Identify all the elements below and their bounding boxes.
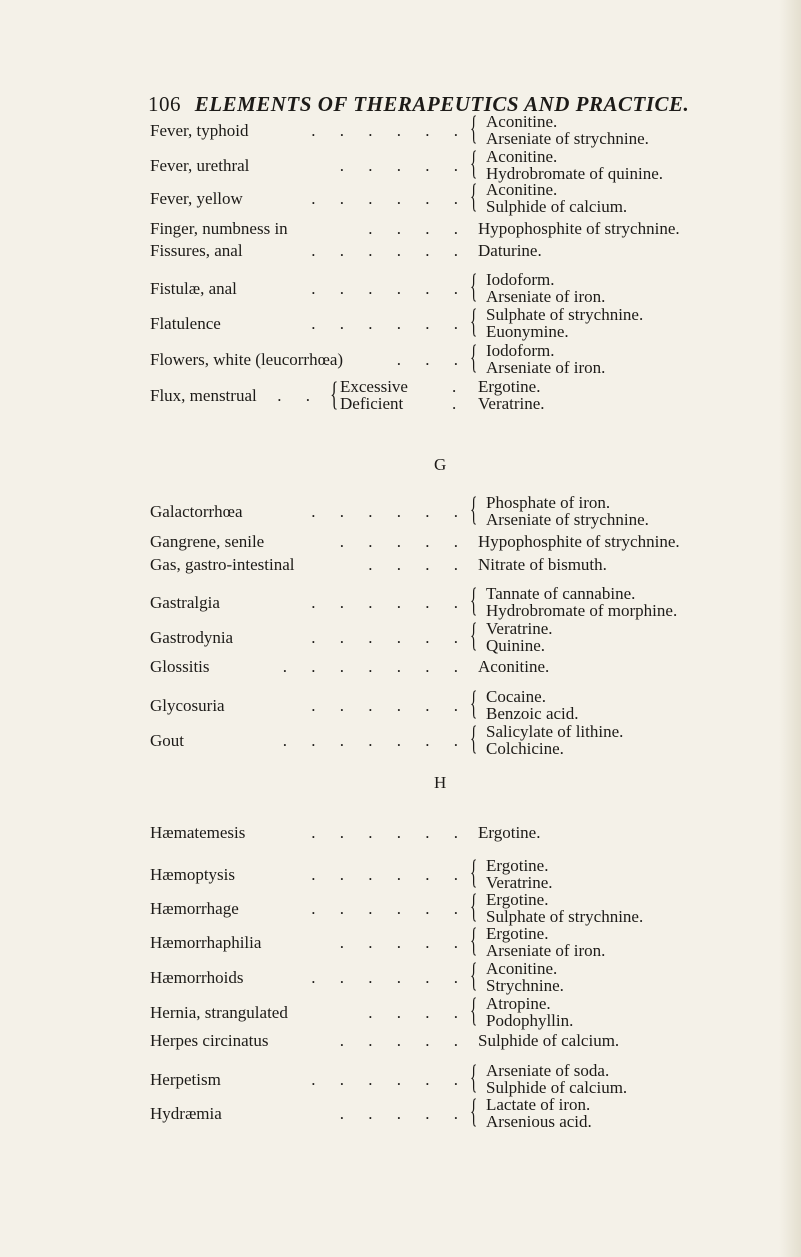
remedy: Lactate of iron.	[486, 1095, 591, 1114]
index-entry	[150, 178, 790, 217]
remedy: Phosphate of iron.	[486, 493, 611, 512]
index-term: Hæmorrhage	[150, 899, 239, 918]
brace: {	[470, 178, 478, 215]
remedy: Atropine.	[486, 994, 551, 1013]
leader-dots: . . . . . .	[311, 865, 468, 884]
section-letter-g: G	[434, 455, 448, 474]
remedy: Ergotine.	[486, 924, 549, 943]
leader-dots: . . . . . .	[311, 502, 468, 521]
remedy: Colchicine.	[486, 739, 564, 758]
brace: {	[470, 110, 478, 147]
leader-dots: .	[452, 377, 457, 396]
brace: {	[470, 268, 478, 305]
remedy: Arseniate of iron.	[486, 358, 606, 377]
index-term: Galactorrhœa	[150, 502, 243, 521]
index-term: Finger, numbness in	[150, 219, 288, 238]
remedy: Arsenious acid.	[486, 1112, 592, 1131]
remedy: Ergotine.	[478, 377, 541, 396]
leader-dots: . . . .	[368, 555, 468, 574]
leader-dots: . . . . . .	[311, 121, 468, 140]
index-entry	[150, 110, 790, 149]
brace: {	[470, 685, 478, 722]
index-term: Gangrene, senile	[150, 532, 265, 551]
remedy: Aconitine.	[486, 959, 558, 978]
page-number: 106	[148, 92, 181, 116]
brace: {	[470, 303, 478, 340]
index-entry	[150, 339, 790, 378]
remedy: Sulphate of strychnine.	[486, 305, 644, 324]
index-entry	[150, 957, 790, 996]
remedy: Hypophosphite of strychnine.	[478, 532, 680, 551]
index-entry	[150, 582, 790, 621]
leader-dots: . . . . . . .	[282, 657, 468, 676]
index-term: Herpetism	[150, 1070, 221, 1089]
index-term: Fissures, anal	[150, 241, 243, 260]
brace: {	[470, 720, 478, 757]
index-entry	[150, 685, 790, 724]
brace: {	[470, 922, 478, 959]
brace: {	[470, 888, 478, 925]
brace: {	[470, 1093, 478, 1130]
index-entry	[150, 220, 790, 238]
index-entry	[150, 491, 790, 530]
brace: {	[470, 854, 478, 891]
remedy: Iodoform.	[486, 341, 555, 360]
index-entry	[150, 824, 790, 842]
remedy: Aconitine.	[486, 180, 558, 199]
index-term: Herpes circinatus	[150, 1031, 269, 1050]
index-term: Flux, menstrual	[150, 386, 257, 405]
brace: {	[470, 957, 478, 994]
index-entry	[150, 617, 790, 656]
leader-dots: . .	[277, 386, 320, 405]
remedy: Podophyllin.	[486, 1011, 574, 1030]
remedy: Arseniate of strychnine.	[486, 129, 649, 148]
brace: {	[470, 145, 478, 182]
index-entry	[150, 658, 790, 676]
remedy: Benzoic acid.	[486, 704, 579, 723]
index-term: Hæmorrhaphilia	[150, 933, 262, 952]
remedy: Sulphide of calcium.	[486, 1078, 628, 1097]
remedy: Sulphide of calcium.	[478, 1031, 620, 1050]
index-term: Glycosuria	[150, 696, 225, 715]
index-entry	[150, 242, 790, 260]
brace: {	[470, 491, 478, 528]
leader-dots: . . .	[396, 350, 468, 369]
remedy: Arseniate of iron.	[486, 287, 606, 306]
index-term: Fistulæ, anal	[150, 279, 237, 298]
index-entry	[150, 1093, 790, 1132]
index-entry	[150, 922, 790, 961]
brace: {	[470, 582, 478, 619]
remedy: Arseniate of iron.	[486, 941, 606, 960]
remedy: Sulphide of calcium.	[486, 197, 628, 216]
index-term: Gout	[150, 731, 184, 750]
index-term: Flowers, white (leucorrhœa)	[150, 350, 344, 369]
remedy: Sulphate of strychnine.	[486, 907, 644, 926]
leader-dots: .	[452, 394, 457, 413]
brace: {	[470, 992, 478, 1029]
index-entry	[150, 303, 790, 342]
leader-dots: . . . .	[368, 219, 468, 238]
leader-dots: . . . . . .	[311, 314, 468, 333]
index-entry	[150, 378, 790, 414]
remedy: Aconitine.	[486, 112, 558, 131]
remedy: Veratrine.	[486, 873, 553, 892]
remedy: Ergotine.	[486, 856, 549, 875]
index-term: Hæmatemesis	[150, 823, 246, 842]
brace: {	[470, 1059, 478, 1096]
leader-dots: . . . . . .	[311, 279, 468, 298]
leader-dots: . . . . .	[339, 156, 468, 175]
sub-label: Deficient	[340, 394, 404, 413]
index-term: Hæmoptysis	[150, 865, 236, 884]
leader-dots: . . . . .	[339, 1104, 468, 1123]
sub-brace: {	[330, 376, 339, 413]
remedy: Quinine.	[486, 636, 546, 655]
remedy: Aconitine.	[478, 657, 550, 676]
index-entry	[150, 268, 790, 307]
remedy: Ergotine.	[478, 823, 541, 842]
remedy: Ergotine.	[486, 890, 549, 909]
sub-label: Excessive	[340, 377, 408, 396]
leader-dots: . . . . . .	[311, 241, 468, 260]
running-title: ELEMENTS OF THERAPEUTICS AND PRACTICE.	[194, 92, 690, 116]
index-term: Fever, urethral	[150, 156, 250, 175]
remedy: Tannate of cannabine.	[486, 584, 636, 603]
index-term: Flatulence	[150, 314, 221, 333]
remedy: Arseniate of strychnine.	[486, 510, 649, 529]
leader-dots: . . . . . .	[311, 823, 468, 842]
index-term: Gastrodynia	[150, 628, 234, 647]
index-entry	[150, 720, 790, 759]
remedy: Cocaine.	[486, 687, 546, 706]
remedy: Aconitine.	[486, 147, 558, 166]
index-entry	[150, 533, 790, 551]
leader-dots: . . . . . .	[311, 1070, 468, 1089]
index-term: Hernia, strangulated	[150, 1003, 288, 1022]
index-term: Fever, typhoid	[150, 121, 249, 140]
index-term: Gas, gastro-intestinal	[150, 555, 295, 574]
section-letter-h: H	[434, 773, 448, 792]
remedy: Euonymine.	[486, 322, 569, 341]
remedy: Nitrate of bismuth.	[478, 555, 607, 574]
index-term: Hydræmia	[150, 1104, 222, 1123]
remedy: Hydrobromate of quinine.	[486, 164, 664, 183]
remedy: Veratrine.	[486, 619, 553, 638]
leader-dots: . . . . . .	[311, 189, 468, 208]
index-term: Hæmorrhoids	[150, 968, 244, 987]
index-entry	[150, 556, 790, 574]
leader-dots: . . . . .	[339, 532, 468, 551]
index-entry	[150, 1032, 790, 1050]
index-term: Gastralgia	[150, 593, 220, 612]
index-term: Fever, yellow	[150, 189, 243, 208]
leader-dots: . . . . . .	[311, 899, 468, 918]
leader-dots: . . . . . . .	[282, 731, 468, 750]
leader-dots: . . . .	[368, 1003, 468, 1022]
remedy: Arseniate of soda.	[486, 1061, 610, 1080]
leader-dots: . . . . . .	[311, 628, 468, 647]
brace: {	[470, 617, 478, 654]
leader-dots: . . . . . .	[311, 696, 468, 715]
leader-dots: . . . . .	[339, 933, 468, 952]
remedy: Hydrobromate of morphine.	[486, 601, 678, 620]
remedy: Iodoform.	[486, 270, 555, 289]
remedy: Hypophosphite of strychnine.	[478, 219, 680, 238]
leader-dots: . . . . .	[339, 1031, 468, 1050]
remedy: Veratrine.	[478, 394, 545, 413]
remedy: Daturine.	[478, 241, 542, 260]
index-entry	[150, 992, 790, 1031]
leader-dots: . . . . . .	[311, 968, 468, 987]
brace: {	[470, 339, 478, 376]
leader-dots: . . . . . .	[311, 593, 468, 612]
index-term: Glossitis	[150, 657, 210, 676]
remedy: Salicylate of lithine.	[486, 722, 624, 741]
remedy: Strychnine.	[486, 976, 564, 995]
